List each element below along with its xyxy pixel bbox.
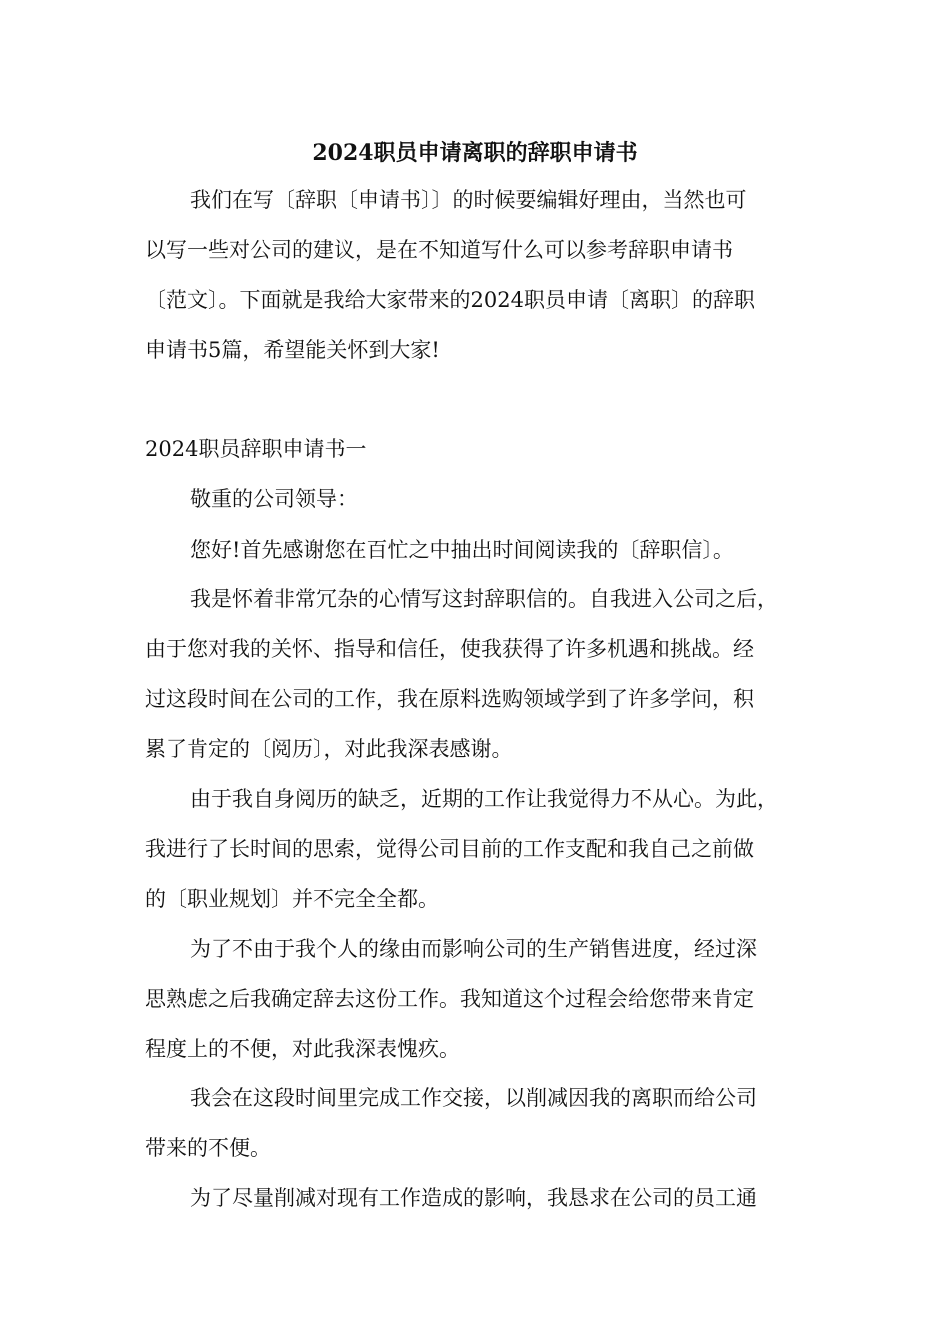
body-line-8: 的〔职业规划〕并不完全全都。	[145, 887, 439, 911]
intro-line-3: 〔范文〕。下面就是我给大家带来的2024职员申请〔离职〕的辞职	[145, 288, 755, 312]
document-title: 2024职员申请离职的辞职申请书	[312, 140, 638, 166]
body-line-13: 带来的不便。	[145, 1136, 271, 1160]
salutation: 敬重的公司领导：	[190, 487, 358, 511]
intro-line-2: 以写一些对公司的建议，是在不知道写什么可以参考辞职申请书	[145, 238, 733, 262]
body-line-10: 思熟虑之后我确定辞去这份工作。我知道这个过程会给您带来肯定	[145, 987, 754, 1011]
body-line-11: 程度上的不便，对此我深表愧疚。	[145, 1037, 460, 1061]
intro-line-1: 我们在写〔辞职〔申请书〕〕的时候要编辑好理由，当然也可	[190, 188, 747, 212]
intro-line-4: 申请书5篇，希望能关怀到大家!	[145, 338, 440, 362]
body-line-4: 过这段时间在公司的工作，我在原料选购领域学到了许多学问，积	[145, 687, 754, 711]
body-line-7: 我进行了长时间的思索，觉得公司目前的工作支配和我自己之前做	[145, 837, 754, 861]
body-line-2: 我是怀着非常冗杂的心情写这封辞职信的。自我进入公司之后，	[190, 587, 778, 611]
body-line-5: 累了肯定的〔阅历〕，对此我深表感谢。	[145, 737, 513, 761]
body-line-12: 我会在这段时间里完成工作交接，以削减因我的离职而给公司	[190, 1086, 757, 1110]
section-heading: 2024职员辞职申请书一	[145, 437, 367, 461]
body-line-1: 您好!首先感谢您在百忙之中抽出时间阅读我的〔辞职信〕。	[190, 538, 734, 562]
body-line-6: 由于我自身阅历的缺乏，近期的工作让我觉得力不从心。为此，	[190, 787, 778, 811]
body-line-14: 为了尽量削减对现有工作造成的影响，我恳求在公司的员工通	[190, 1186, 757, 1210]
body-line-9: 为了不由于我个人的缘由而影响公司的生产销售进度，经过深	[190, 937, 757, 961]
body-line-3: 由于您对我的关怀、指导和信任，使我获得了许多机遇和挑战。经	[145, 637, 754, 661]
